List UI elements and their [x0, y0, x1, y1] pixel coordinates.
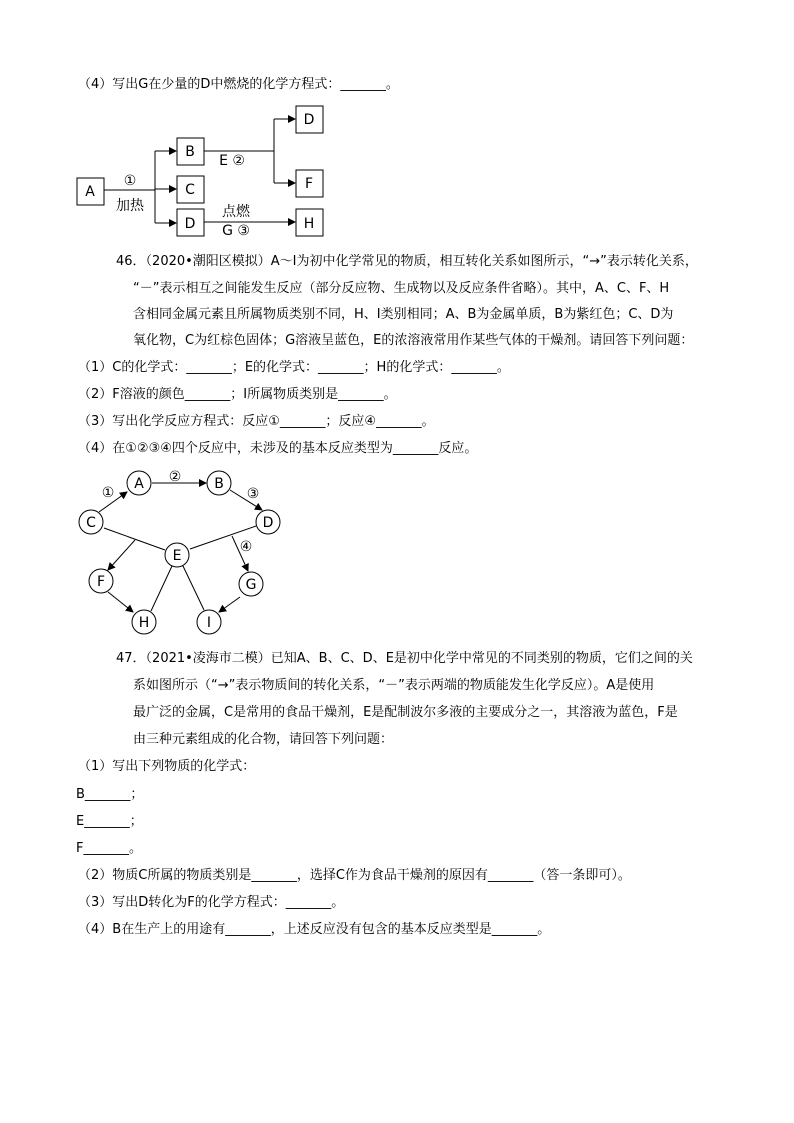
q46-q2: （2）F溶液的颜色_______；I所属物质类别是_______。 — [78, 387, 397, 402]
reaction-3-label: ③ — [246, 486, 260, 502]
box-d — [177, 209, 204, 236]
label-d2: D — [303, 112, 315, 128]
q47-intro-3: 最广泛的金属，C是常用的食品干燥剂，E是配制波尔多液的主要成分之一，其溶液为蓝色，F是 — [133, 705, 678, 720]
label-b: B — [185, 144, 195, 160]
q46-q1: （1）C的化学式：_______；E的化学式：_______；H的化学式：_______。 — [78, 360, 510, 375]
q47-intro-4: 由三种元素组成的化合物，请回答下列问题： — [133, 732, 394, 747]
q45-part4: （4）写出G在少量的D中燃烧的化学方程式：_______。 — [78, 77, 399, 92]
reaction-2-label: ② — [168, 469, 182, 485]
q46-intro-2: “－”表示相互之间能发生反应（部分反应物、生成物以及反应条件省略）。其中，A、C、F、H — [133, 281, 670, 296]
q47-intro-1: 47．（2021•凌海市二模）已知A、B、C、D、E是初中化学中常见的不同类别的物质，它们之间的关 — [116, 651, 693, 666]
node-i — [197, 610, 221, 634]
node-g — [239, 572, 263, 596]
node-f — [89, 569, 113, 593]
q47-q1: （1）写出下列物质的化学式： — [78, 759, 256, 774]
reaction-4-label: ④ — [239, 539, 253, 555]
box-d2 — [296, 106, 323, 133]
q47-intro-2: 系如图所示（“→”表示物质间的转化关系，“－”表示两端的物质能发生化学反应）。A是使用 — [133, 678, 655, 693]
label-g3: G ③ — [222, 223, 250, 239]
q46-intro-4: 氧化物，C为红棕色固体；G溶液呈蓝色，E的浓溶液常用作某些气体的干燥剂。请回答下列问题： — [133, 333, 694, 348]
node-f-label: F — [96, 574, 106, 590]
box-f — [296, 170, 323, 197]
label-heat: 加热 — [116, 198, 144, 214]
node-g-label: G — [245, 577, 257, 593]
q47-q2: （2）物质C所属的物质类别是_______，选择C作为食品干燥剂的原因有_______（答一条即可）。 — [78, 868, 631, 883]
label-f: F — [304, 176, 314, 192]
node-e-label: E — [172, 548, 182, 564]
label-a: A — [85, 184, 95, 200]
box-a — [77, 178, 104, 205]
q46-q3: （3）写出化学反应方程式：反应①_______；反应④_______。 — [78, 414, 435, 429]
node-d-label: D — [262, 515, 274, 531]
label-step1: ① — [123, 173, 137, 189]
node-c-label: C — [86, 515, 96, 531]
node-i-label: I — [206, 615, 212, 631]
box-h — [296, 209, 323, 236]
node-h — [132, 610, 156, 634]
q46-intro-1: 46．（2020•潮阳区模拟）A～I为初中化学常见的物质，相互转化关系如图所示，“→”表示转化关系， — [116, 254, 698, 269]
q47-q3: （3）写出D转化为F的化学方程式：_______。 — [78, 895, 345, 910]
label-ignite: 点燃 — [222, 204, 250, 220]
q47-blank-f: F_______。 — [76, 841, 142, 856]
node-e — [165, 543, 189, 567]
node-b-label: B — [214, 476, 224, 492]
q47-q4: （4）B在生产上的用途有_______，上述反应没有包含的基本反应类型是_______。 — [78, 922, 551, 937]
q46-intro-3: 含相同金属元素且所属物质类别不同，H、I类别相同；A、B为金属单质，B为紫红色；C、D为 — [133, 307, 674, 322]
node-a — [127, 471, 151, 495]
node-c — [79, 510, 103, 534]
q47-blank-b: B_______； — [76, 787, 144, 802]
node-d — [256, 510, 280, 534]
box-c — [177, 176, 204, 203]
node-b — [207, 471, 231, 495]
label-c: C — [185, 182, 195, 198]
q47-blank-e: E_______； — [76, 814, 143, 829]
label-d: D — [184, 216, 196, 232]
reaction-1-label: ① — [101, 485, 115, 501]
box-b — [177, 138, 204, 165]
node-a-label: A — [134, 476, 144, 492]
label-h: H — [303, 216, 315, 232]
label-e2: E ② — [219, 153, 245, 169]
q46-q4: （4）在①②③④四个反应中，未涉及的基本反应类型为_______反应。 — [78, 441, 478, 456]
node-h-label: H — [138, 615, 150, 631]
